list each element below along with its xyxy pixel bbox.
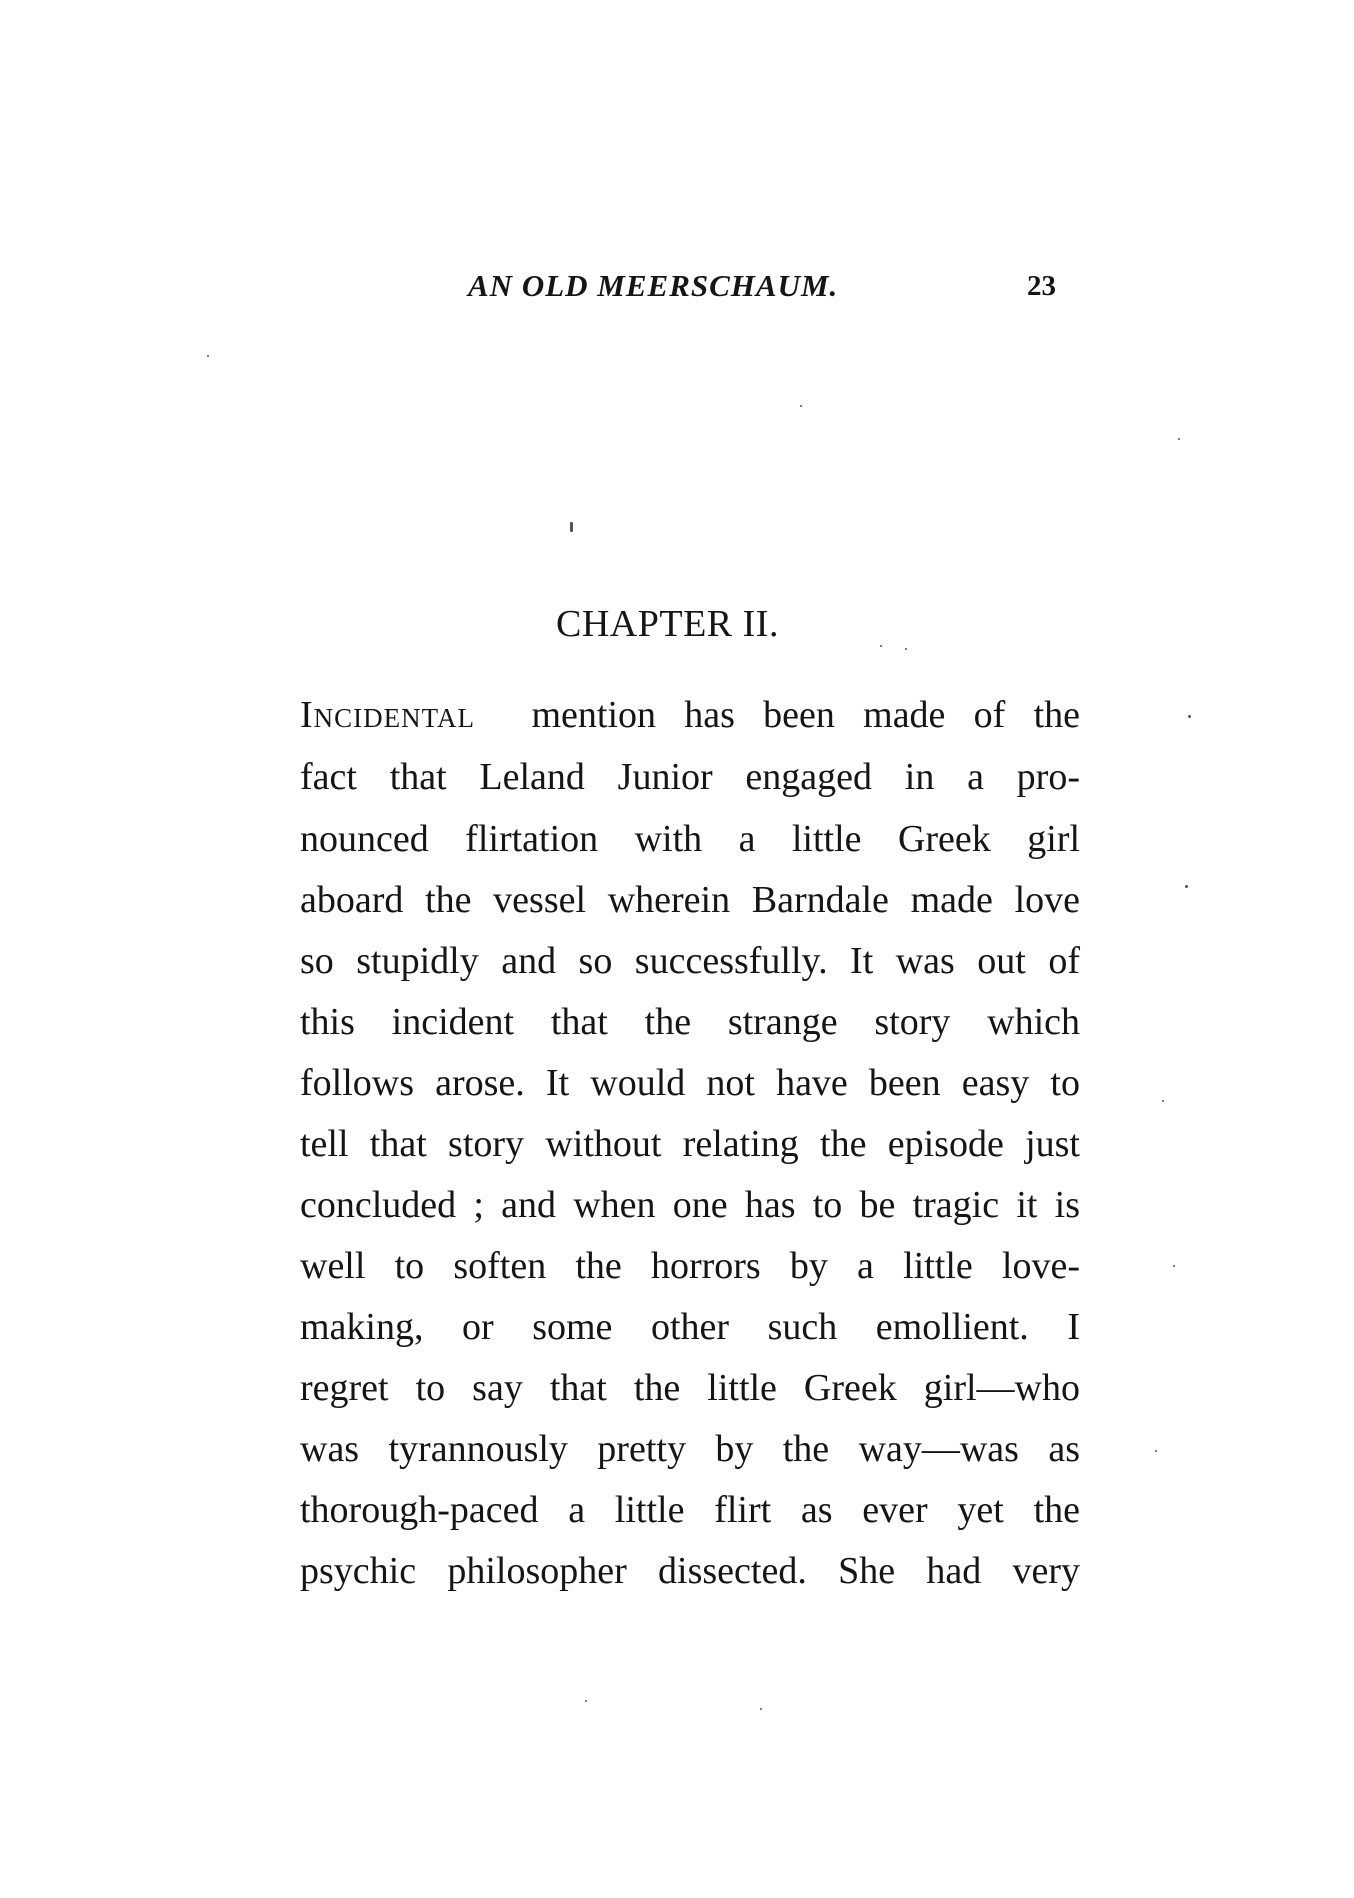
page-number: 23 — [1027, 270, 1056, 302]
scan-speck — [1178, 438, 1180, 440]
chapter-heading: CHAPTER II. — [556, 603, 779, 645]
text-line: well to soften the horrors by a little love- — [300, 1245, 1080, 1287]
text-line: making, or some other such emollient. I — [300, 1306, 1080, 1348]
text-line: was tyrannously pretty by the way—was as — [300, 1428, 1080, 1470]
text-line: follows arose. It would not have been easy to — [300, 1062, 1080, 1104]
scan-speck — [800, 405, 802, 407]
scan-speck — [1188, 715, 1191, 718]
text-line: aboard the vessel wherein Barndale made love — [300, 879, 1080, 921]
text-line — [300, 692, 1080, 738]
text-line: concluded ; and when one has to be tragic it is — [300, 1184, 1080, 1226]
text-line: psychic philosopher dissected. She had very — [300, 1550, 1080, 1592]
text-line: so stupidly and so successfully. It was out of — [300, 940, 1080, 982]
running-title: AN OLD MEERSCHAUM. — [468, 268, 839, 303]
scan-speck — [1162, 1100, 1164, 1102]
scan-speck — [1155, 1450, 1157, 1452]
lead-word: Incidental — [300, 694, 475, 736]
scan-speck — [207, 355, 209, 357]
scan-speck — [585, 1700, 587, 1702]
scan-speck — [1173, 1265, 1175, 1267]
scan-speck — [905, 648, 907, 650]
text-line: regret to say that the little Greek girl—who — [300, 1367, 1080, 1409]
text-line: nounced flirtation with a little Greek girl — [300, 818, 1080, 860]
text-line: fact that Leland Junior engaged in a pro- — [300, 756, 1080, 798]
scan-speck — [1185, 885, 1188, 888]
scan-speck — [760, 1708, 762, 1710]
text-line-content: mention has been made of the — [531, 694, 1081, 736]
text-line: this incident that the strange story which — [300, 1001, 1080, 1043]
scan-speck — [570, 522, 573, 532]
scan-speck — [880, 645, 882, 647]
text-line: tell that story without relating the episode just — [300, 1123, 1080, 1165]
text-line: thorough-paced a little flirt as ever yet the — [300, 1489, 1080, 1531]
